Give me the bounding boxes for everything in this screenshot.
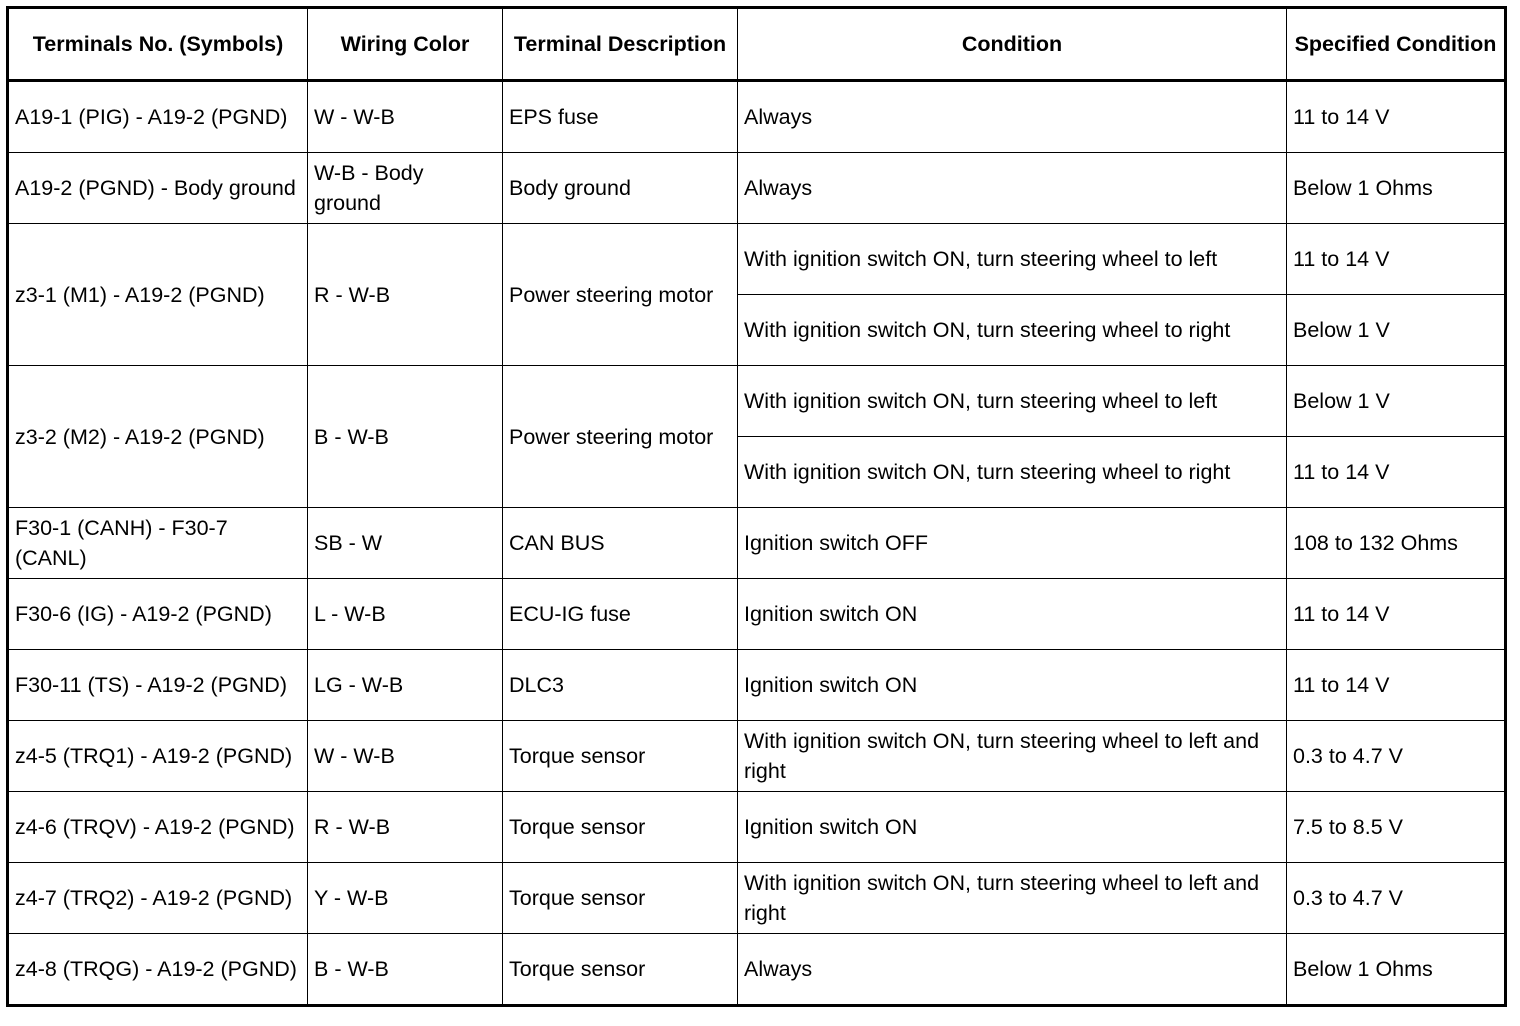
- description-cell: DLC3: [503, 650, 738, 721]
- wiring-cell: SB - W: [308, 508, 503, 579]
- wiring-cell: W-B - Body ground: [308, 153, 503, 224]
- description-cell: Torque sensor: [503, 721, 738, 792]
- table-row: [8, 153, 1506, 224]
- header-terminal-description: Terminal Description: [503, 8, 738, 81]
- specified-cell: 0.3 to 4.7 V: [1287, 863, 1506, 934]
- description-cell: CAN BUS: [503, 508, 738, 579]
- wiring-cell: B - W-B: [308, 934, 503, 1006]
- specified-cell: 7.5 to 8.5 V: [1287, 792, 1506, 863]
- description-cell: Torque sensor: [503, 792, 738, 863]
- condition-cell: With ignition switch ON, turn steering wheel to right: [738, 295, 1287, 366]
- specified-cell: Below 1 Ohms: [1287, 934, 1506, 1006]
- terminal-cell: z4-7 (TRQ2) - A19-2 (PGND): [8, 863, 308, 934]
- wiring-cell: Y - W-B: [308, 863, 503, 934]
- terminal-spec-table: [6, 6, 1507, 1007]
- wiring-cell: R - W-B: [308, 224, 503, 366]
- condition-cell: Ignition switch OFF: [738, 508, 1287, 579]
- terminal-cell: z4-8 (TRQG) - A19-2 (PGND): [8, 934, 308, 1006]
- table-row: [8, 508, 1506, 579]
- condition-cell: Ignition switch ON: [738, 579, 1287, 650]
- terminal-cell: F30-1 (CANH) - F30-7 (CANL): [8, 508, 308, 579]
- wiring-cell: B - W-B: [308, 366, 503, 508]
- specified-cell: 11 to 14 V: [1287, 437, 1506, 508]
- condition-cell: Always: [738, 153, 1287, 224]
- table-row: [8, 934, 1506, 1006]
- condition-cell: Ignition switch ON: [738, 650, 1287, 721]
- condition-cell: Ignition switch ON: [738, 792, 1287, 863]
- description-cell: Torque sensor: [503, 934, 738, 1006]
- specified-cell: 0.3 to 4.7 V: [1287, 721, 1506, 792]
- description-cell: ECU-IG fuse: [503, 579, 738, 650]
- terminal-cell: z3-1 (M1) - A19-2 (PGND): [8, 224, 308, 366]
- terminal-cell: F30-11 (TS) - A19-2 (PGND): [8, 650, 308, 721]
- description-cell: Power steering motor: [503, 224, 738, 366]
- specified-cell: Below 1 Ohms: [1287, 153, 1506, 224]
- terminal-cell: A19-1 (PIG) - A19-2 (PGND): [8, 81, 308, 153]
- terminal-cell: F30-6 (IG) - A19-2 (PGND): [8, 579, 308, 650]
- condition-cell: With ignition switch ON, turn steering wheel to right: [738, 437, 1287, 508]
- header-specified-condition: Specified Condition: [1287, 8, 1506, 81]
- specified-cell: 11 to 14 V: [1287, 650, 1506, 721]
- wiring-cell: W - W-B: [308, 81, 503, 153]
- specified-cell: Below 1 V: [1287, 366, 1506, 437]
- table-row: [8, 650, 1506, 721]
- terminal-cell: z3-2 (M2) - A19-2 (PGND): [8, 366, 308, 508]
- header-terminals: Terminals No. (Symbols): [8, 8, 308, 81]
- specified-cell: 11 to 14 V: [1287, 81, 1506, 153]
- table-row: [8, 579, 1506, 650]
- wiring-cell: W - W-B: [308, 721, 503, 792]
- condition-cell: With ignition switch ON, turn steering wheel to left and right: [738, 863, 1287, 934]
- wiring-cell: LG - W-B: [308, 650, 503, 721]
- description-cell: Body ground: [503, 153, 738, 224]
- table-row: [8, 792, 1506, 863]
- table-row: [8, 721, 1506, 792]
- header-condition: Condition: [738, 8, 1287, 81]
- table-row: [8, 366, 1506, 437]
- terminal-cell: z4-5 (TRQ1) - A19-2 (PGND): [8, 721, 308, 792]
- table-row: [8, 863, 1506, 934]
- terminal-cell: z4-6 (TRQV) - A19-2 (PGND): [8, 792, 308, 863]
- table-header-row: [8, 8, 1506, 81]
- description-cell: EPS fuse: [503, 81, 738, 153]
- table-row: [8, 81, 1506, 153]
- specified-cell: 11 to 14 V: [1287, 224, 1506, 295]
- specified-cell: 108 to 132 Ohms: [1287, 508, 1506, 579]
- specified-cell: Below 1 V: [1287, 295, 1506, 366]
- condition-cell: Always: [738, 934, 1287, 1006]
- condition-cell: With ignition switch ON, turn steering wheel to left: [738, 366, 1287, 437]
- terminal-cell: A19-2 (PGND) - Body ground: [8, 153, 308, 224]
- condition-cell: Always: [738, 81, 1287, 153]
- specified-cell: 11 to 14 V: [1287, 579, 1506, 650]
- header-wiring-color: Wiring Color: [308, 8, 503, 81]
- table-row: [8, 224, 1506, 295]
- condition-cell: With ignition switch ON, turn steering wheel to left and right: [738, 721, 1287, 792]
- wiring-cell: R - W-B: [308, 792, 503, 863]
- description-cell: Power steering motor: [503, 366, 738, 508]
- wiring-cell: L - W-B: [308, 579, 503, 650]
- description-cell: Torque sensor: [503, 863, 738, 934]
- condition-cell: With ignition switch ON, turn steering wheel to left: [738, 224, 1287, 295]
